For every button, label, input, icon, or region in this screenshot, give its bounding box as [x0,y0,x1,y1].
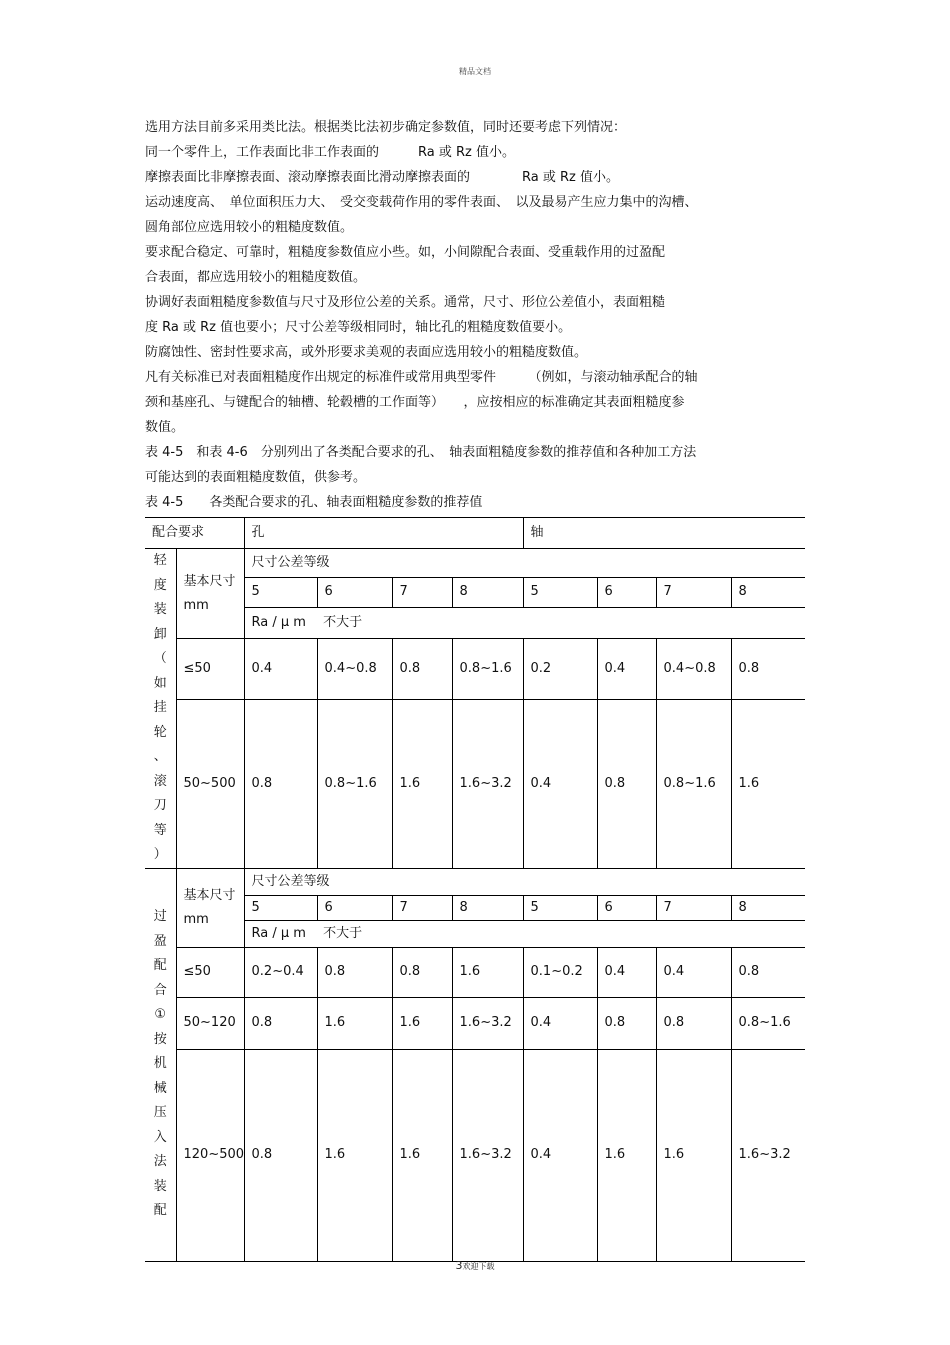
size-cell: ≤50 [176,947,244,997]
value-cell: 1.6 [731,699,805,868]
group-label [145,868,176,1261]
group-label-char: 盈 [153,933,167,949]
group-label-char: 等 [153,822,167,838]
paragraph-line: 运动速度高、 单位面积压力大、 受交变载荷作用的零件表面、 以及最易产生应力集中的沟槽、 [145,195,698,210]
value-cell: 0.8 [656,997,731,1049]
size-cell: 50~120 [176,997,244,1049]
group-label-char: 机 [153,1056,167,1072]
value-cell: 0.4~0.8 [656,639,731,700]
group-label-char: 度 [153,577,167,593]
table-row [145,997,805,1049]
grade-cell: 6 [597,578,656,607]
value-cell: 0.4 [244,639,317,700]
group-label-char: 挂 [153,700,167,715]
roughness-table-body [145,518,805,1262]
paragraph-line: 选用方法目前多采用类比法。根据类比法初步确定参数值，同时还要考虑下列情况： [145,120,627,135]
paragraph-line: 要求配合稳定、可靠时，粗糙度参数值应小些。如，小间隙配合表面、受重载作用的过盈配 [145,245,666,260]
group-label-char: 械 [153,1080,167,1096]
value-cell: 0.2~0.4 [244,947,317,997]
group-label [145,549,176,869]
value-cell: 0.4 [597,947,656,997]
value-cell: 0.4 [523,699,597,868]
grade-cell: 7 [392,895,452,920]
group-label-char: 法 [153,1154,167,1170]
group-label-char: 配 [153,958,167,974]
value-cell: 1.6 [392,699,452,868]
grade-cell: 6 [317,578,392,607]
group-label-char: 按 [153,1031,167,1047]
value-cell: 0.8 [597,699,656,868]
table-row [145,1049,805,1261]
paragraph-line: 颈和基座孔、与键配合的轴槽、轮毂槽的工作面等） ，应按相应的标准确定其表面粗糙度参 [145,395,685,410]
grade-cell: 7 [392,578,452,607]
value-cell: 0.8 [244,997,317,1049]
grade-cell: 8 [452,895,523,920]
grade-cell: 8 [452,578,523,607]
grade-cell: 8 [731,895,805,920]
paragraph-line: 合表面，都应选用较小的粗糙度数值。 [145,270,367,285]
table-row [145,947,805,997]
value-cell: 0.8 [244,699,317,868]
group-label-char: 刀 [153,798,167,813]
header-hole: 孔 [244,518,523,549]
tolerance-grade-header: 尺寸公差等级 [244,549,805,578]
group-label-char: 、 [153,749,167,764]
paragraph-line: 防腐蚀性、密封性要求高，或外形要求美观的表面应选用较小的粗糙度数值。 [145,345,588,360]
grade-cell: 5 [244,578,317,607]
value-cell: 1.6~3.2 [452,1049,523,1261]
value-cell: 1.6 [317,997,392,1049]
group-label-char: 轮 [153,724,167,740]
value-cell: 0.8 [731,639,805,700]
table-caption: 表 4-5 各类配合要求的孔、轴表面粗糙度参数的推荐值 [145,495,483,510]
size-cell: 120~500 [176,1049,244,1261]
value-cell: 0.8 [597,997,656,1049]
group-label-char: 入 [153,1129,167,1145]
group-label-char: 压 [153,1105,167,1121]
paragraph-line: 表 4-5 和表 4-6 分别列出了各类配合要求的孔、 轴表面粗糙度参数的推荐值和各种加工方法 [145,445,697,460]
value-cell: 0.4 [597,639,656,700]
paragraph-line: 数值。 [145,420,185,435]
value-cell: 1.6 [597,1049,656,1261]
group-label-char: ① [154,1007,167,1023]
group-label-char: 合 [153,982,167,998]
value-cell: 1.6 [656,1049,731,1261]
group-label-char: 配 [153,1203,167,1219]
body-text [145,115,810,515]
header-requirement: 配合要求 [145,518,244,549]
table-row [145,639,805,700]
value-cell: 1.6 [392,1049,452,1261]
grade-cell: 6 [597,895,656,920]
value-cell: 0.4 [523,1049,597,1261]
grade-cell: 5 [244,895,317,920]
group-label-char: 如 [153,675,167,691]
page-number: 3 [455,1259,463,1272]
value-cell: 1.6 [452,947,523,997]
ra-label: Ra / μ m 不大于 [244,920,805,947]
basic-size-header: 基本尺寸 mm [176,549,244,639]
group-label-char: 装 [153,1178,167,1194]
page-header: 精品文档 [459,67,491,76]
basic-size-header: 基本尺寸 mm [176,868,244,947]
value-cell: 0.8~1.6 [731,997,805,1049]
value-cell: 0.8 [244,1049,317,1261]
group-label-char: 装 [153,602,167,617]
grade-cell: 7 [656,578,731,607]
value-cell: 1.6~3.2 [731,1049,805,1261]
grade-cell: 5 [523,895,597,920]
value-cell: 0.8 [392,639,452,700]
value-cell: 1.6 [317,1049,392,1261]
value-cell: 1.6 [392,997,452,1049]
value-cell: 1.6~3.2 [452,699,523,868]
grade-cell: 5 [523,578,597,607]
table-row [145,699,805,868]
paragraph-line: 圆角部位应选用较小的粗糙度数值。 [145,220,354,235]
size-cell: 50~500 [176,699,244,868]
value-cell: 0.4~0.8 [317,639,392,700]
tolerance-grade-header: 尺寸公差等级 [244,868,805,895]
group-label-char: 过 [153,909,167,925]
footer-text: 欢迎下载 [462,1262,495,1271]
header-shaft: 轴 [523,518,805,549]
paragraph-line: 度 Ra 或 Rz 值也要小；尺寸公差等级相同时，轴比孔的粗糙度数值要小。 [145,320,572,335]
value-cell: 0.2 [523,639,597,700]
grade-cell: 6 [317,895,392,920]
value-cell: 0.8~1.6 [656,699,731,868]
group-label-char: ） [153,847,167,862]
value-cell: 0.8~1.6 [317,699,392,868]
group-label-char: 滚 [153,773,167,789]
value-cell: 0.8~1.6 [452,639,523,700]
group-label-char: （ [153,651,167,666]
paragraph-line: 摩擦表面比非摩擦表面、滚动摩擦表面比滑动摩擦表面的 Ra 或 Rz 值小。 [145,170,619,185]
grade-cell: 7 [656,895,731,920]
paragraph-line: 可能达到的表面粗糙度数值，供参考。 [145,470,367,485]
value-cell: 0.4 [523,997,597,1049]
size-cell: ≤50 [176,639,244,700]
grade-cell: 8 [731,578,805,607]
value-cell: 0.8 [731,947,805,997]
paragraph-line: 协调好表面粗糙度参数值与尺寸及形位公差的关系。通常，尺寸、形位公差值小，表面粗糙 [145,295,666,310]
paragraph-line: 同一个零件上，工作表面比非工作表面的 Ra 或 Rz 值小。 [145,145,515,160]
value-cell: 0.8 [392,947,452,997]
value-cell: 0.1~0.2 [523,947,597,997]
value-cell: 0.4 [656,947,731,997]
paragraph-line: 凡有关标准已对表面粗糙度作出规定的标准件或常用典型零件 （例如，与滚动轴承配合的轴 [145,370,698,385]
group-label-char: 轻 [153,553,167,568]
roughness-table [145,517,805,1262]
page-footer [0,1259,950,1272]
ra-label: Ra / μ m 不大于 [244,607,805,639]
group-label-char: 卸 [153,626,167,642]
value-cell: 1.6~3.2 [452,997,523,1049]
value-cell: 0.8 [317,947,392,997]
